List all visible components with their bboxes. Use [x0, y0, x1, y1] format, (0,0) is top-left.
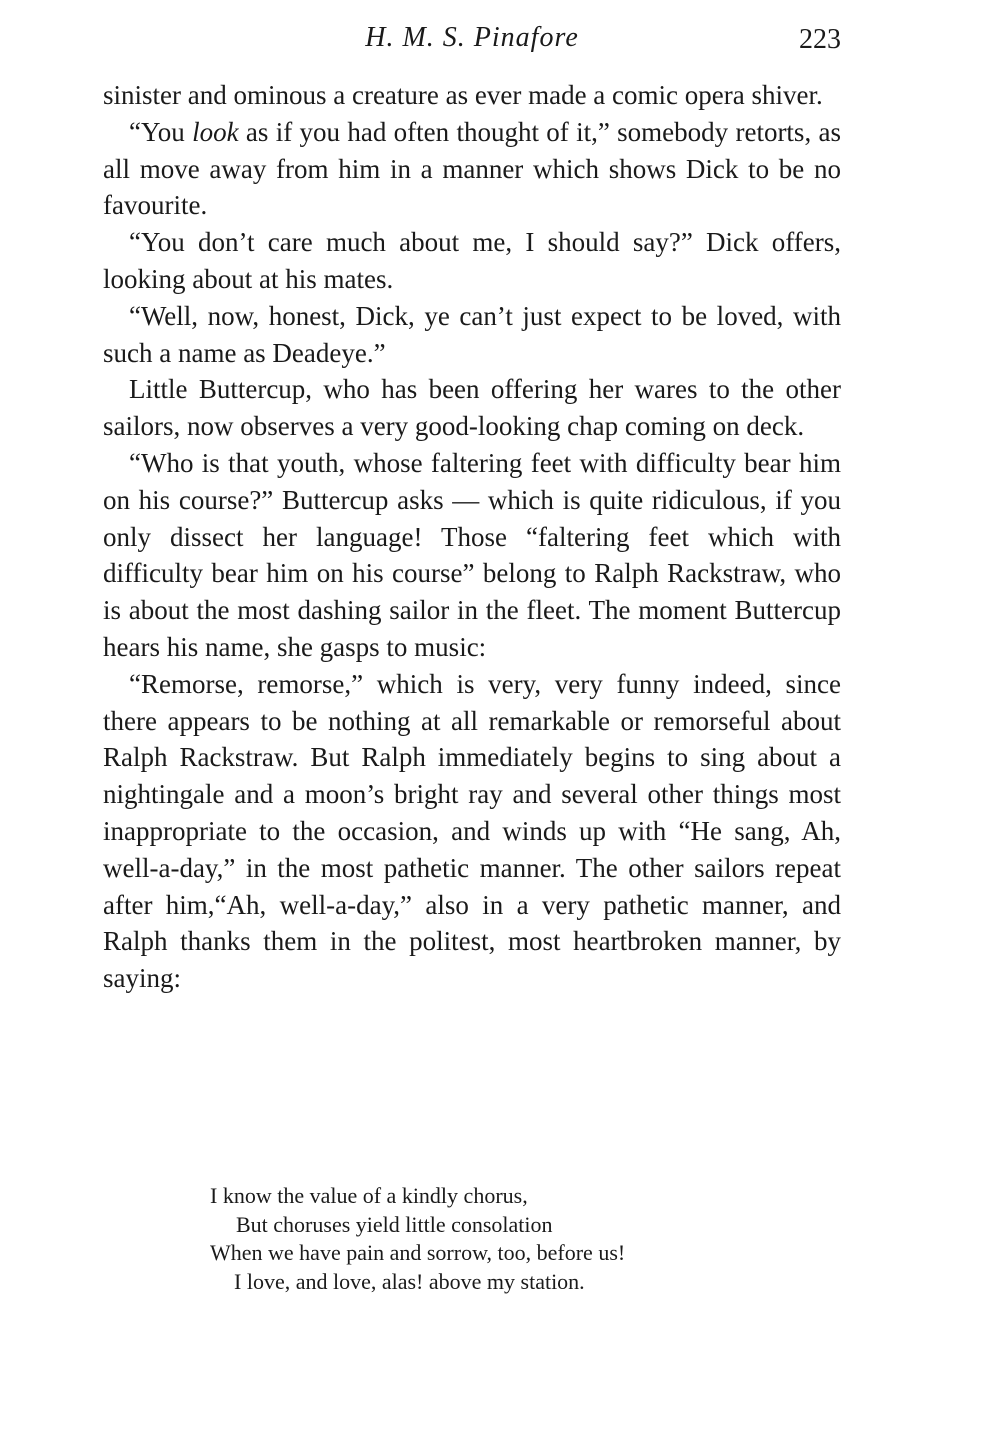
paragraph: “You don’t care much about me, I should say?” Dick offers, looking about at his mates. [103, 227, 841, 294]
paragraph: “Remorse, remorse,” which is very, very funny indeed, since there appears to be nothing at all remarkable or remorseful about Ralph Rackstraw. But Ralph immediately begins to sing about a nightingale and a moon’s bright ray and several other things most inappropriate to the occasion, and winds up with “He sang, Ah, well-a-day,” in the most pathetic manner. The other sailors repeat after him,“Ah, well-a-day,” also in a very pathetic manner, and Ralph thanks them in the politest, most heartbroken manner, by saying: [103, 668, 841, 994]
paragraph-text: “You [129, 116, 193, 147]
verse-line: I love, and love, alas! above my station. [234, 1268, 585, 1294]
verse-line: When we have pain and sorrow, too, before us! [210, 1240, 626, 1265]
paragraph-text: as if you had often thought of it,” somebody retorts, as all move away from him in a manner which shows Dick to be no favourite. [103, 116, 842, 221]
paragraph: Little Buttercup, who has been offering her wares to the other sailors, now observes a very good-looking chap coming on deck. [103, 374, 841, 442]
emphasis-text: look [192, 116, 239, 147]
paragraph: “Well, now, honest, Dick, ye can’t just expect to be loved, with such a name as Deadeye.” [103, 300, 841, 368]
verse-line: I know the value of a kindly chorus, [210, 1183, 528, 1208]
page-number: 223 [799, 24, 841, 55]
running-head [103, 18, 841, 58]
body-text [103, 77, 841, 997]
paragraph-continuation: sinister and ominous a creature as ever made a comic opera shiver. [103, 80, 823, 110]
paragraph [103, 114, 841, 224]
paragraph: “Who is that youth, whose faltering feet with difficulty bear him on his course?” Buttercup asks — which is quite ridiculous, if you only dissect her language! Those “faltering feet which with difficulty bear him on his course” belong to Ralph Rackstraw, who is about the most dashing sailor in the fleet. The moment Buttercup hears his name, she gasps to music: [103, 447, 841, 662]
verse-line: But choruses yield little consolation [236, 1211, 553, 1237]
verse-block [210, 1182, 770, 1296]
running-title: H. M. S. Pinafore [365, 22, 579, 53]
